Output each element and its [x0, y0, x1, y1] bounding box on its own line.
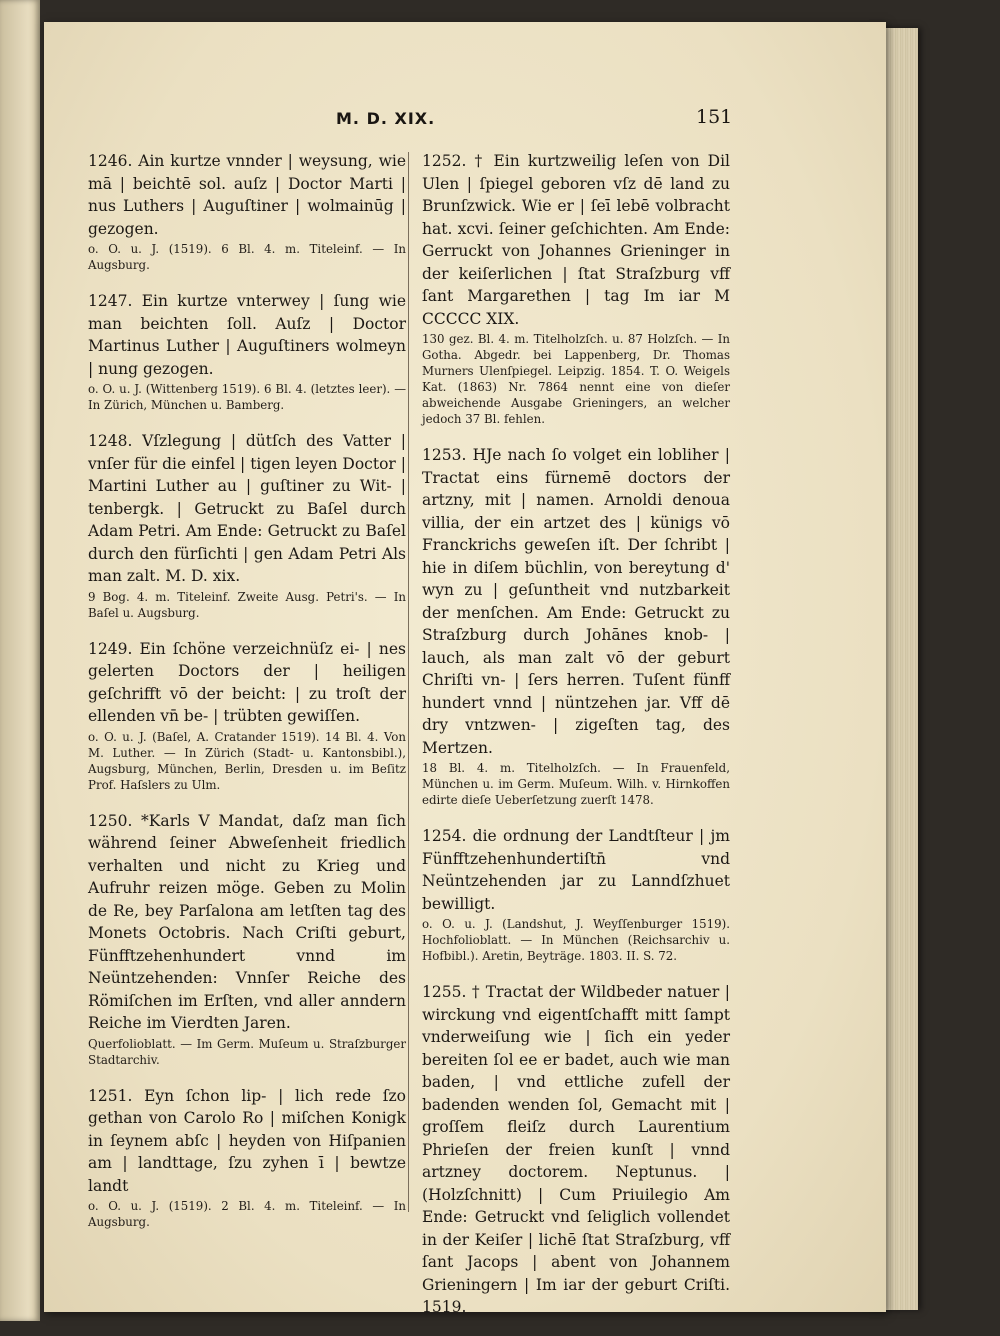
- column-divider: [408, 152, 409, 1212]
- entry-1253: [422, 444, 730, 808]
- entry-title: 1247. Ein kurtze vnterwey | ſung wie man beichten ſoll. Auſz | Doctor Martinus Luther | Auguſtiners wolmeyn | nung gezogen.: [88, 292, 406, 378]
- left-column: [88, 150, 406, 1247]
- entry-note: o. O. u. J. (1519). 6 Bl. 4. m. Titeleinf. — In Augsburg.: [88, 242, 406, 272]
- entry-title: 1252. † Ein kurtzweilig leſen von Dil Ulen | ſpiegel geboren vſz dē land zu Brunſzwick. Wie er | ſeī lebē volbracht hat. xcvi. ſeiner geſchichten. Am Ende: Gerruckt von Johannes Grieninger in der keiſerlichen | ſtat Straſzburg vff ſant Margarethen | tag Im iar M CCCCC XIX.: [422, 152, 730, 328]
- entry-1246: [88, 150, 406, 273]
- entry-title: 1248. Vſzlegung | dütſch des Vatter | vnſer für die einfel | tigen leyen Doctor | Martini Luther au | guſtiner zu Wit- | tenbergk. | Getruckt zu Baſel durch Adam Petri. Am Ende: Getruckt zu Baſel durch den fürſichti | gen Adam Petri Als man zalt. M. D. xix.: [88, 432, 406, 585]
- entry-1250: [88, 810, 406, 1068]
- entry-title: 1250. *Karls V Mandat, daſz man ſich während ſeiner Abweſenheit friedlich verhalten und nicht zu Krieg und Aufruhr reizen möge. Geben zu Molin de Re, bey Parſalona am letſten tag des Monets Octobris. Nach Criſti geburt, Fünfftzehenhundert vnnd im Neüntzehenden: Vnnſer Reiche des Römiſchen im Erſten, vnd aller anndern Reiche im Vierdten Jaren.: [88, 811, 406, 1032]
- running-title: M. D. XIX.: [336, 109, 436, 128]
- entry-title: 1255. † Tractat der Wildbeder natuer | wirckung vnd eigentſchafft mitt ſampt vnderweiſung wie | ſich ein yeder bereiten ſol ee er badet, auch wie man baden, | vnd ettliche zufell der badenden wenden ſol, Gemacht mit | groſſem fleiſz durch Laurentium Phrieſen der freien kunſt | vnnd artzney doctorem. Neptunus. | (Holzſchnitt) | Cum Priuilegio Am Ende: Getruckt vnd ſeliglich vollendet in der Keiſer | lichē ſtat Straſzburg, vff ſant Jacops | abent von Johannem Grieningern | Im iar der geburt Criſti. 1519.: [422, 983, 730, 1316]
- entry-note: 9 Bog. 4. m. Titeleinf. Zweite Ausg. Petri's. — In Baſel u. Augsburg.: [88, 589, 406, 620]
- entry-1254: [422, 825, 730, 964]
- entry-note: Querfolioblatt. — Im Germ. Muſeum u. Straſzburger Stadtarchiv.: [88, 1036, 406, 1067]
- entry-1249: [88, 638, 406, 793]
- entry-note: o. O. u. J. (Wittenberg 1519). 6 Bl. 4. (letztes leer). — In Zürich, München u. Bamberg.: [88, 382, 406, 412]
- page-number: 151: [696, 106, 733, 128]
- entry-note: 18 Bl. 4. m. Titelholzſch. — In Frauenfeld, München u. im Germ. Muſeum. Wilh. v. Hirnkoffen edirte dieſe Ueberſetzung zuerſt 1478.: [422, 761, 730, 807]
- entry-title: 1253. HJe nach ſo volget ein lobliher | Tractat eins fürnemē doctors der artzny, mit | namen. Arnoldi denoua villia, der ein artzet des | künigs vō Franckrichs geweſen iſt. Der ſchribt | hie in diſem büchlin, von bereytung d' wyn zu | geſuntheit vnd nutzbarkeit der menſchen. Am Ende: Getruckt zu Straſzburg durch Johānes knob- | lauch, als man zalt vō der geburt Chriſti vn- | ſers herren. Tuſent fünff hundert vnnd | nüntzehen jar. Vff dē dry vntzwen- | zigeſten tag, des Mertzen.: [422, 446, 730, 757]
- book-page: [44, 22, 886, 1316]
- entry-title: 1254. die ordnung der Landtſteur | jm Fünfftzehenhundertiſtn̄ vnd Neüntzehenden jar zu Lanndſzhuet bewilligt.: [422, 827, 730, 913]
- entry-1251: [88, 1085, 406, 1231]
- entry-title: 1246. Ain kurtze vnnder | weysung, wie mā | beichtē sol. auſz | Doctor Marti | nus Luthers | Auguſtiner | wolmainūg | gezogen.: [88, 152, 406, 238]
- entry-1255: [422, 981, 730, 1319]
- entry-1248: [88, 430, 406, 621]
- entry-1252: [422, 150, 730, 427]
- entry-note: o. O. u. J. (1519). 2 Bl. 4. m. Titeleinf. — In Augsburg.: [88, 1199, 406, 1229]
- entry-note: 130 gez. Bl. 4. m. Titelholzſch. u. 87 Holzſch. — In Gotha. Abgedr. bei Lappenberg, Dr. Thomas Murners Ulenſpiegel. Leipzig. 1854. T. O. Weigels Kat. (1863) Nr. 7864 nennt eine von dieſer abweichende Ausgabe Grieningers, an welcher jedoch 37 Bl. fehlen.: [422, 332, 730, 426]
- entry-1247: [88, 290, 406, 413]
- right-column: [422, 150, 730, 1336]
- previous-page-edge: [0, 0, 40, 1321]
- entry-title: 1249. Ein ſchöne verzeichnüſz ei- | nes gelerten Doctors der | heiligen geſchrifft vō der beicht: | zu troſt der ellenden vn̄ be- | trübten gewiſſen.: [88, 639, 406, 725]
- entry-note: o. O. u. J. (Baſel, A. Cratander 1519). 14 Bl. 4. Von M. Luther. — In Zürich (Stadt- u. Kantonsbibl.), Augsburg, München, Berlin, Dresden u. im Beſitz Prof. Haſslers zu Ulm.: [88, 729, 406, 792]
- entry-title: 1251. Eyn ſchon lip- | lich rede ſzo gethan von Carolo Ro | miſchen Konigk in ſeynem abſc | heyden von Hiſpanien am | landttage, ſzu zyhen ī | bewtze landt: [88, 1086, 406, 1195]
- page-header: [44, 106, 886, 133]
- entry-note: o. O. u. J. (Landshut, J. Weyſſenburger 1519). Hochfolioblatt. — In München (Reichsarchiv u. Hofbibl.). Aretin, Beyträge. 1803. II. S. 72.: [422, 917, 730, 963]
